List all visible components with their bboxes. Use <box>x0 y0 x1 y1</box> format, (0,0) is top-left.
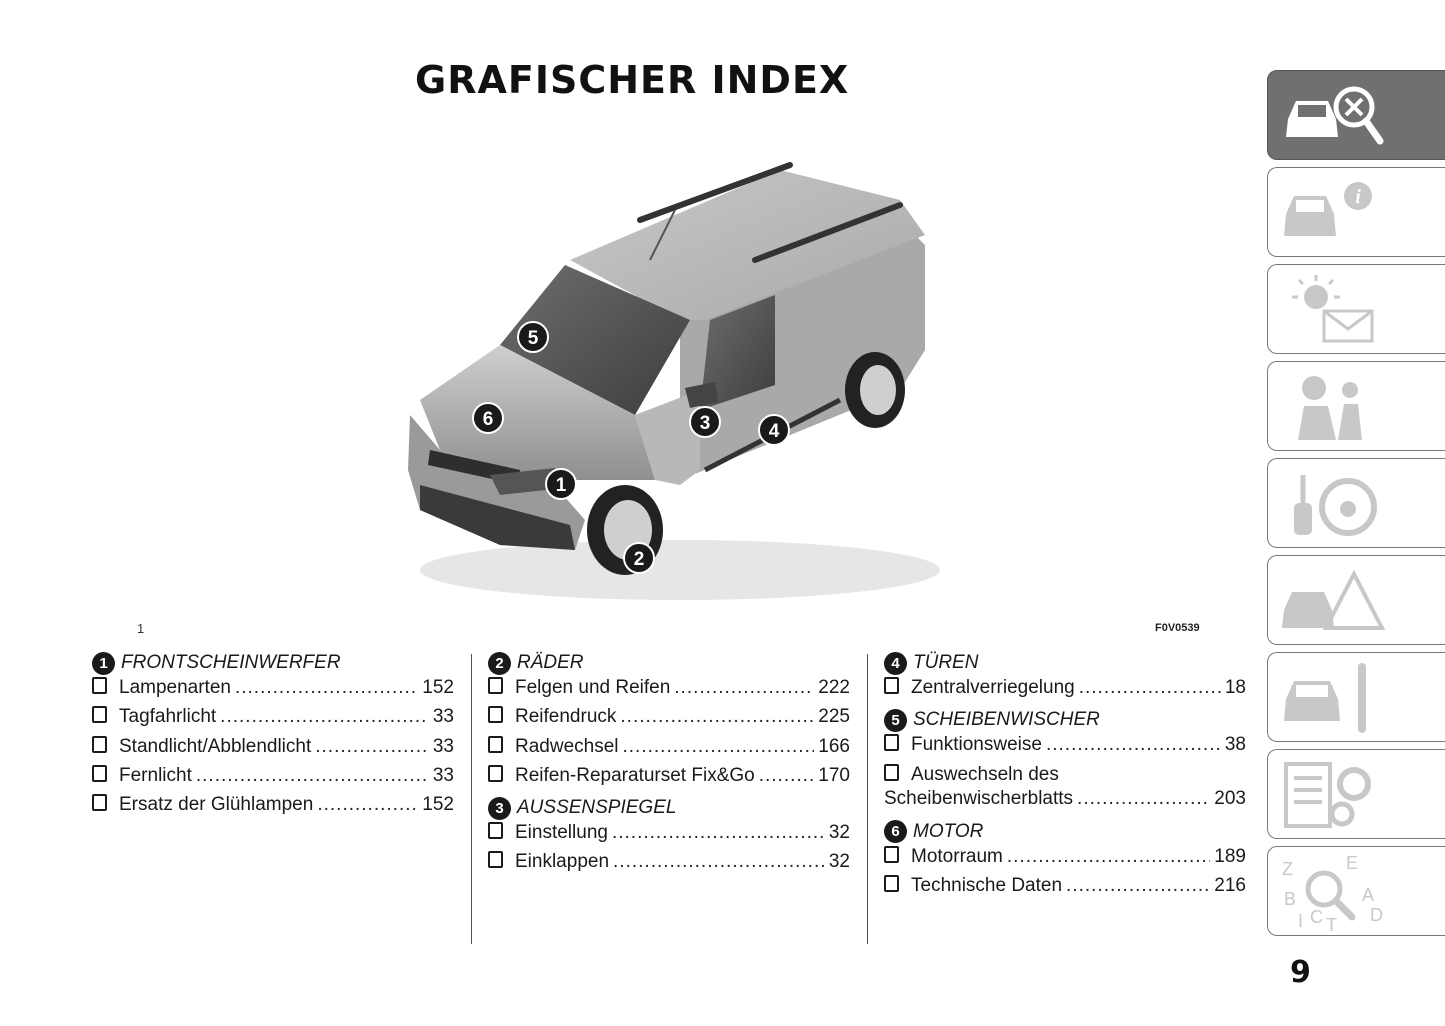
index-entry[interactable] <box>92 793 454 822</box>
tab-anlassen-fahren[interactable] <box>1267 458 1445 548</box>
checkbox-square-icon <box>488 706 503 723</box>
index-entry[interactable] <box>488 764 850 793</box>
entry-page: 33 <box>432 735 454 757</box>
checkbox-square-icon <box>488 851 503 868</box>
section-title: AUSSENSPIEGEL <box>517 797 677 819</box>
entry-page: 152 <box>422 794 454 816</box>
svg-text:D: D <box>1370 905 1383 925</box>
entry-page: 166 <box>818 735 850 757</box>
svg-text:4: 4 <box>768 421 780 442</box>
page-title: GRAFISCHER INDEX <box>415 58 850 102</box>
index-entry[interactable] <box>884 845 1246 874</box>
entry-label: Funktionsweise <box>911 734 1042 756</box>
column-divider <box>867 654 868 944</box>
index-entry[interactable] <box>92 735 454 764</box>
entry-label: Zentralverriegelung <box>911 677 1075 698</box>
svg-text:E: E <box>1346 853 1359 873</box>
entry-label: Motorraum <box>911 845 1003 867</box>
checkbox-square-icon <box>92 736 107 753</box>
index-entry[interactable] <box>488 850 850 879</box>
svg-text:5: 5 <box>527 328 539 349</box>
entry-page: 32 <box>828 851 850 873</box>
tab-sicherheit[interactable] <box>1267 361 1445 451</box>
entry-label: Fernlicht <box>119 764 192 786</box>
callout-4 <box>759 415 789 445</box>
warning-light-message-icon <box>1276 271 1386 349</box>
section-header <box>488 795 850 821</box>
entry-label: Lampenarten <box>119 677 231 698</box>
tab-notfall[interactable] <box>1267 555 1445 645</box>
entry-label: Einklappen <box>515 851 610 873</box>
section-header <box>488 650 850 676</box>
checkbox-square-icon <box>92 706 107 723</box>
entry-page: 18 <box>1224 677 1246 698</box>
entry-page: 152 <box>422 677 454 698</box>
index-column-1 <box>92 648 454 822</box>
svg-text:3: 3 <box>699 413 711 434</box>
checkbox-square-icon <box>92 677 107 694</box>
checkbox-square-icon <box>884 677 899 694</box>
index-entry[interactable] <box>884 763 1246 788</box>
section-number: 6 <box>884 820 907 843</box>
index-entry-continuation[interactable] <box>884 788 1246 817</box>
section-number: 3 <box>488 797 511 820</box>
entry-page: 33 <box>432 764 454 786</box>
svg-text:2: 2 <box>633 549 645 570</box>
section-header <box>884 707 1246 733</box>
car-search-icon <box>1276 77 1386 155</box>
tab-grafischer-index[interactable] <box>1267 70 1445 160</box>
page-number: 9 <box>1290 955 1311 990</box>
index-entry[interactable] <box>884 676 1246 705</box>
index-column-2 <box>488 648 850 880</box>
entry-page: 32 <box>828 822 850 844</box>
tab-inhaltsverzeichnis[interactable] <box>1267 846 1445 936</box>
callout-5 <box>518 322 548 352</box>
entry-page: 225 <box>818 706 850 728</box>
section-title: FRONTSCHEINWERFER <box>121 652 341 673</box>
van-illustration <box>380 150 980 620</box>
entry-page: 170 <box>818 764 850 786</box>
callout-6 <box>473 403 503 433</box>
index-column-3 <box>884 648 1246 903</box>
index-entry[interactable] <box>884 874 1246 903</box>
tab-fahrzeugkenntnis[interactable] <box>1267 167 1445 257</box>
index-entry[interactable] <box>92 764 454 793</box>
section-title: TÜREN <box>913 652 979 673</box>
callout-3 <box>690 407 720 437</box>
entry-label: Radwechsel <box>515 735 619 757</box>
entry-label: Standlicht/Abblendlicht <box>119 735 312 757</box>
section-number: 2 <box>488 652 511 675</box>
callout-1 <box>546 469 576 499</box>
entry-label: Reifendruck <box>515 706 617 728</box>
checkbox-square-icon <box>884 734 899 751</box>
checkbox-square-icon <box>488 677 503 694</box>
section-number: 1 <box>92 652 115 675</box>
svg-text:Z: Z <box>1282 859 1293 879</box>
key-steering-wheel-icon <box>1276 465 1386 543</box>
tab-warnleuchten[interactable] <box>1267 264 1445 354</box>
svg-text:B: B <box>1284 889 1297 909</box>
column-divider <box>471 654 472 944</box>
index-entry[interactable] <box>92 676 454 705</box>
section-title: RÄDER <box>517 652 584 673</box>
section-title: SCHEIBENWISCHER <box>913 709 1100 731</box>
svg-text:T: T <box>1326 915 1337 931</box>
checkbox-square-icon <box>92 765 107 782</box>
callout-2 <box>624 543 654 573</box>
index-entry[interactable] <box>488 821 850 850</box>
entry-label: Auswechseln des <box>911 763 1059 785</box>
section-header <box>884 650 1246 676</box>
entry-page: 33 <box>432 706 454 728</box>
entry-label: Ersatz der Glühlampen <box>119 794 314 816</box>
car-info-icon <box>1276 174 1386 252</box>
entry-page: 216 <box>1214 875 1246 897</box>
entry-page: 203 <box>1214 787 1246 809</box>
checkbox-square-icon <box>884 875 899 892</box>
chapter-tabs <box>1267 70 1445 943</box>
svg-text:I: I <box>1298 911 1304 931</box>
svg-text:A: A <box>1362 885 1375 905</box>
section-header <box>884 819 1246 845</box>
entry-label: Reifen-Reparaturset Fix&Go <box>515 764 755 786</box>
svg-text:C: C <box>1310 907 1323 927</box>
entry-page: 38 <box>1224 734 1246 756</box>
checkbox-square-icon <box>884 764 899 781</box>
index-entry[interactable] <box>488 705 850 734</box>
checkbox-square-icon <box>488 822 503 839</box>
tab-wartung[interactable] <box>1267 652 1445 742</box>
checkbox-square-icon <box>488 736 503 753</box>
section-number: 5 <box>884 709 907 732</box>
checkbox-square-icon <box>488 765 503 782</box>
entry-page: 189 <box>1214 845 1246 867</box>
svg-text:6: 6 <box>482 409 494 430</box>
index-entry[interactable] <box>488 735 850 764</box>
checkbox-square-icon <box>92 794 107 811</box>
figure-number: 1 <box>137 621 145 636</box>
alphabetical-index-search-icon <box>1276 853 1386 931</box>
tab-technische-daten[interactable] <box>1267 749 1445 839</box>
entry-label: Tagfahrlicht <box>119 706 217 728</box>
technical-data-gears-icon <box>1276 756 1386 834</box>
entry-label: Scheibenwischerblatts <box>884 787 1074 809</box>
car-maintenance-wrench-icon <box>1276 659 1386 737</box>
entry-label: Felgen und Reifen <box>515 677 671 698</box>
section-number: 4 <box>884 652 907 675</box>
svg-text:i: i <box>1355 186 1361 208</box>
car-accident-warning-icon <box>1276 562 1386 640</box>
airbag-safety-icon <box>1276 368 1386 446</box>
entry-label: Einstellung <box>515 822 608 844</box>
section-title: MOTOR <box>913 820 984 842</box>
section-header <box>92 650 454 676</box>
figure-code: F0V0539 <box>1155 622 1200 634</box>
index-entry[interactable] <box>92 705 454 734</box>
index-entry[interactable] <box>488 676 850 705</box>
entry-label: Technische Daten <box>911 875 1063 897</box>
svg-text:1: 1 <box>555 475 567 496</box>
index-entry[interactable] <box>884 733 1246 762</box>
checkbox-square-icon <box>884 846 899 863</box>
entry-page: 222 <box>818 677 850 698</box>
